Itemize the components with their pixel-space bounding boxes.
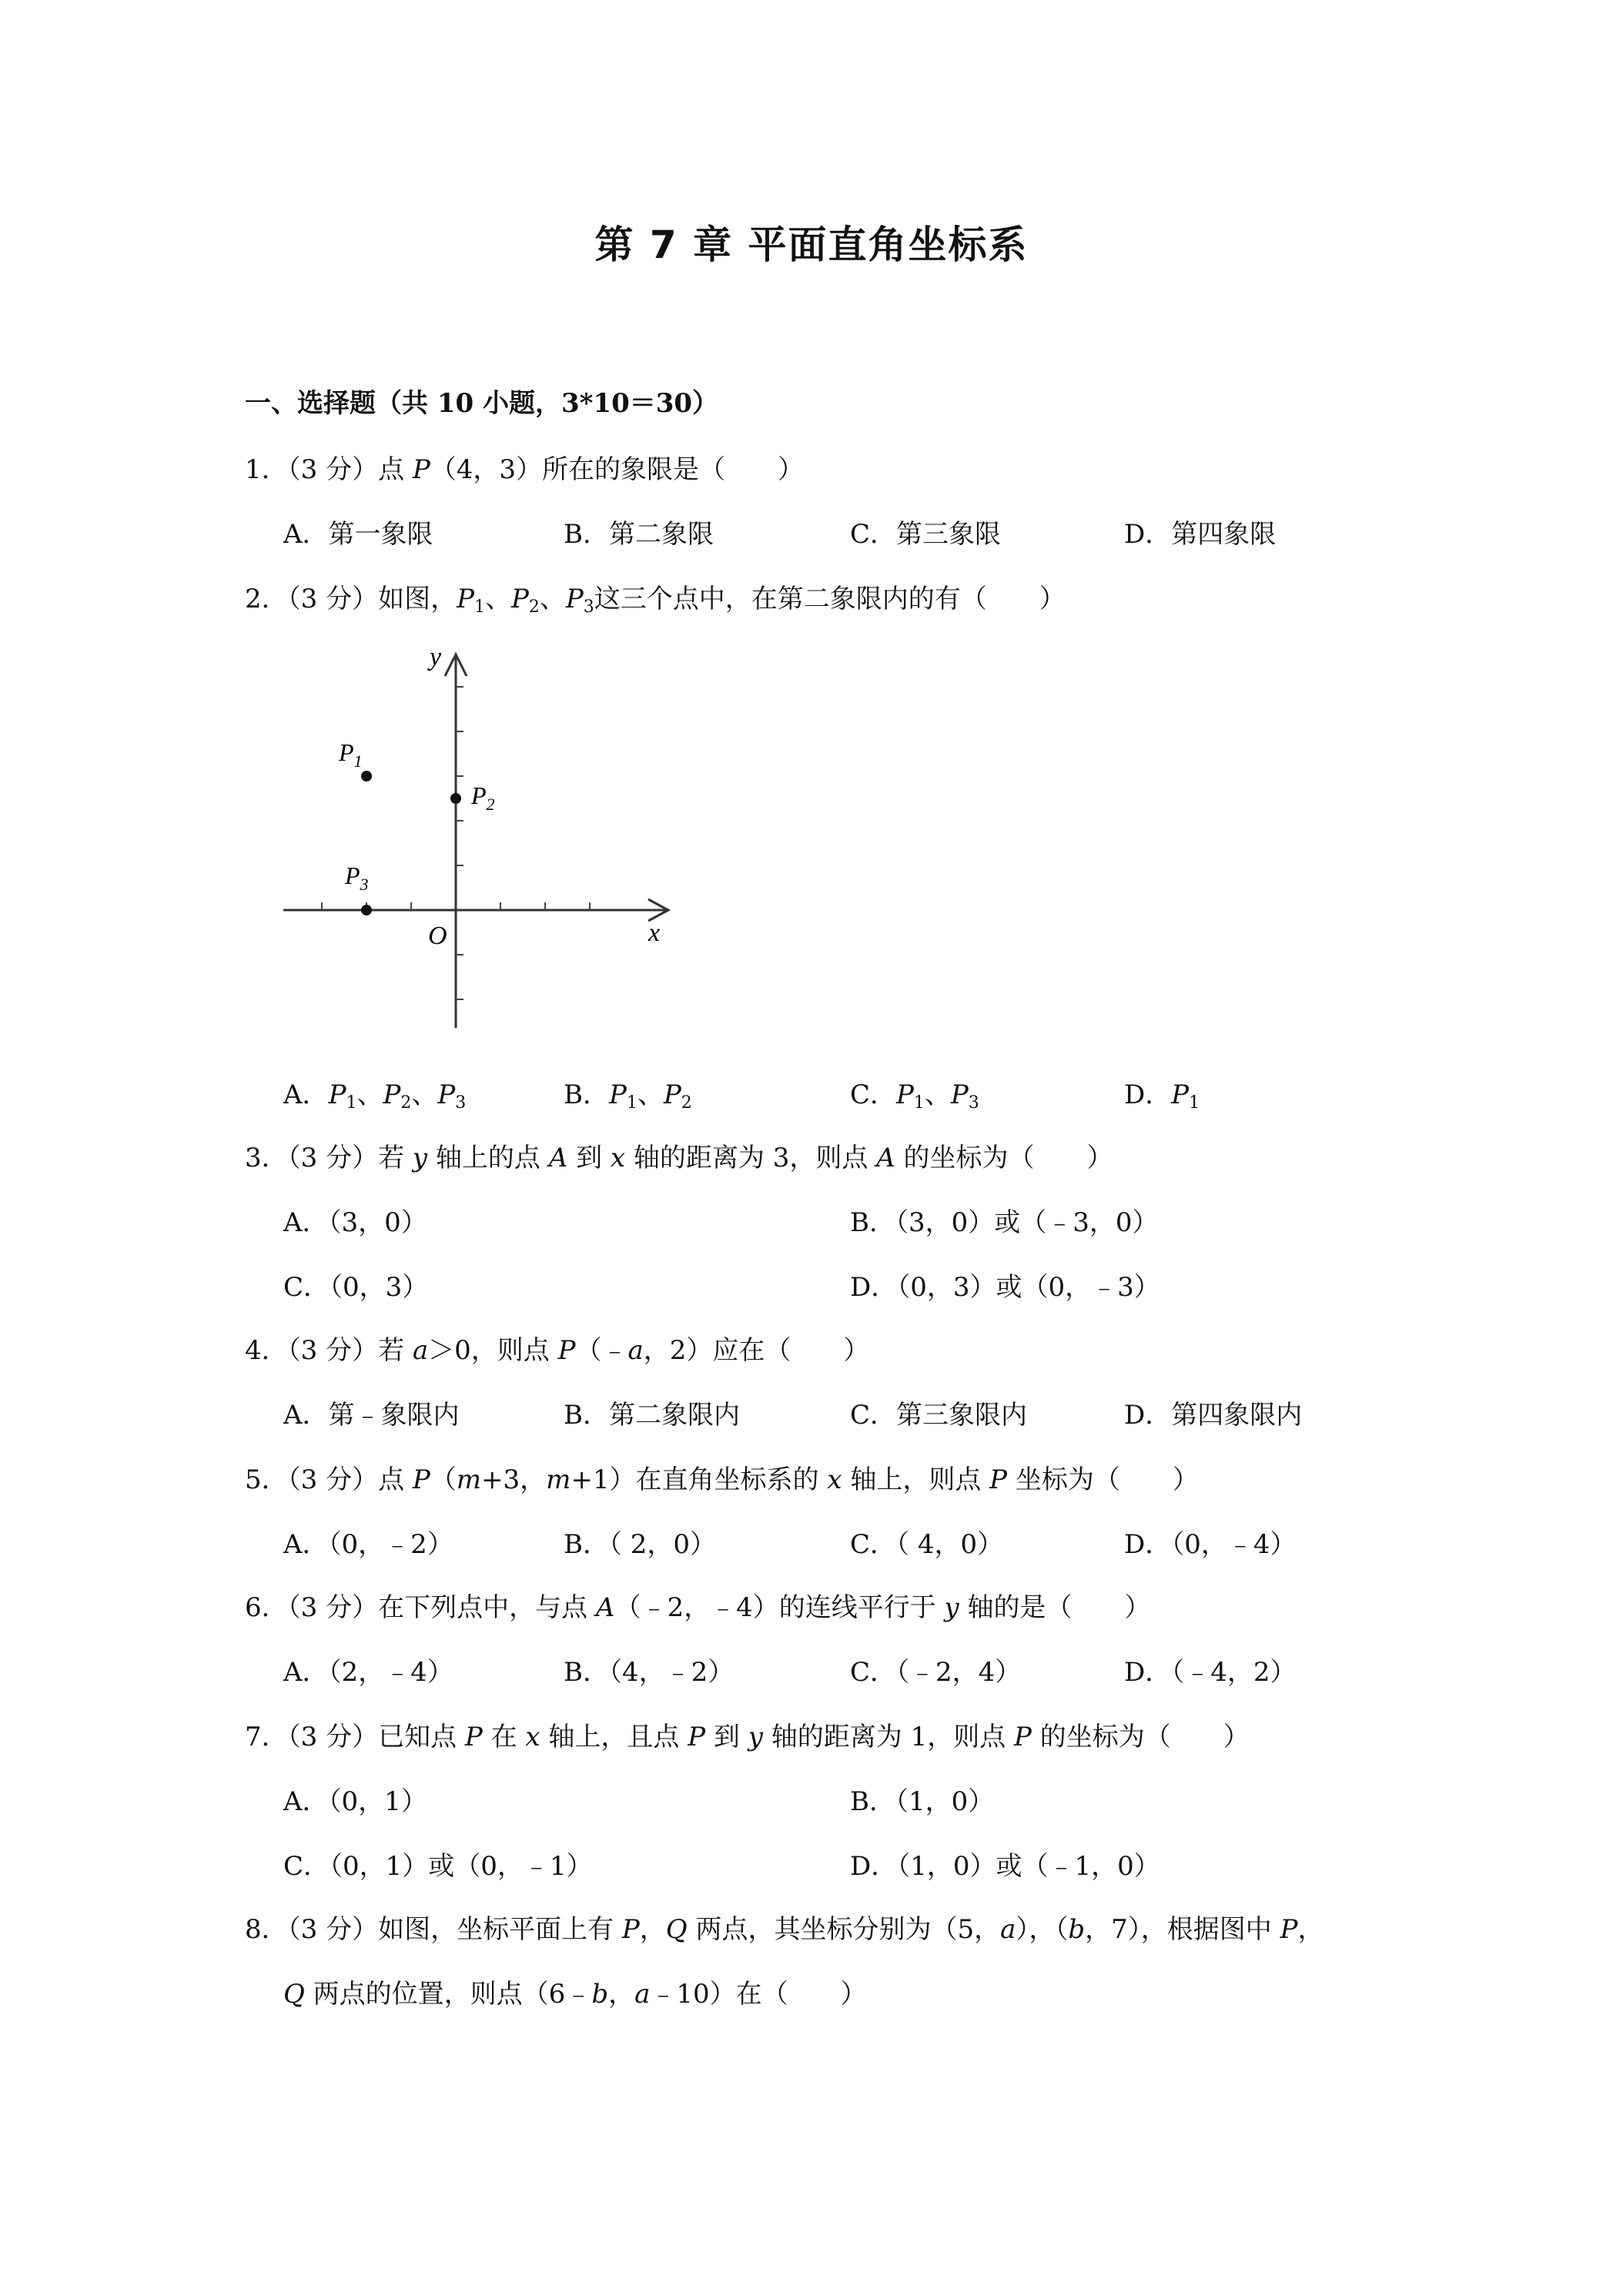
question-8-continued: Q 两点的位置，则点（6﹣b，a﹣10）在（ ） [283,1979,867,2010]
question-7: 7．（3 分）已知点 P 在 x 轴上，且点 P 到 y 轴的距离为 1，则点 P 的坐标为（ ） [245,1722,1250,1752]
q7-option-d[interactable]: D．（1，0）或（﹣1，0） [850,1851,1160,1882]
q4-option-c[interactable]: C．第三象限内 [850,1400,1028,1431]
question-4: 4．（3 分）若 a＞0，则点 P（﹣a，2）应在（ ） [245,1335,870,1366]
q7-option-c[interactable]: C．（0，1）或（0，﹣1） [283,1851,593,1882]
q6-option-d[interactable]: D．（﹣4，2） [1124,1657,1297,1688]
question-2: 2．（3 分）如图，$P_1$、$P_2$、$P_3$这三个点中，在第二象限内的有（ ） [245,584,1066,617]
q5-option-a[interactable]: A．（0，﹣2） [283,1529,453,1560]
q6-option-a[interactable]: A．（2，﹣4） [283,1657,453,1688]
q1-option-d[interactable]: D．第四象限 [1124,519,1277,550]
point-p3-label: $P_3$ [345,862,369,894]
q3-option-c[interactable]: C．（0，3） [283,1272,429,1303]
q2-option-b[interactable]: B．$P_1$、$P_2$ [564,1079,692,1113]
q2-option-a[interactable]: A．$P_1$、$P_2$、$P_3$ [283,1079,467,1113]
q4-option-d[interactable]: D．第四象限内 [1124,1400,1303,1431]
q2-option-d[interactable]: D．$P_1$ [1124,1079,1200,1113]
q5-option-b[interactable]: B．（ 2，0） [564,1529,717,1560]
point-p1 [361,771,372,782]
q5-option-c[interactable]: C．（ 4，0） [850,1529,1004,1560]
q3-option-b[interactable]: B．（3，0）或（﹣3，0） [850,1207,1159,1238]
point-p3 [361,905,372,915]
question-1: 1．（3 分）点 P（4，3）所在的象限是（ ） [245,454,805,485]
q3-option-a[interactable]: A．（3，0） [283,1207,427,1238]
y-axis-label: y [430,643,442,671]
q4-option-b[interactable]: B．第二象限内 [564,1400,740,1431]
question-6: 6．（3 分）在下列点中，与点 A（﹣2，﹣4）的连线平行于 y 轴的是（ ） [245,1592,1151,1623]
q2-coordinate-figure [277,639,678,1039]
q6-option-b[interactable]: B．（4，﹣2） [564,1657,735,1688]
point-p2-label: $P_2$ [471,782,495,814]
q2-option-c[interactable]: C．$P_1$、$P_3$ [850,1079,979,1113]
q5-option-d[interactable]: D．（0，﹣4） [1124,1529,1297,1560]
q1-option-b[interactable]: B．第二象限 [564,519,714,550]
point-p1-label: $P_1$ [339,738,363,771]
page-title: 第 7 章 平面直角坐标系 [594,223,1029,267]
q3-option-d[interactable]: D．（0，3）或（0，﹣3） [850,1272,1160,1303]
q7-option-b[interactable]: B．（1，0） [850,1786,995,1817]
question-5: 5．（3 分）点 P（m+3，m+1）在直角坐标系的 x 轴上，则点 P 坐标为（ ） [245,1464,1199,1495]
q1-option-c[interactable]: C．第三象限 [850,519,1002,550]
section-heading: 一、选择题（共 10 小题，3*10＝30） [245,388,719,419]
question-3: 3．（3 分）若 y 轴上的点 A 到 x 轴的距离为 3，则点 A 的坐标为（ ） [245,1143,1113,1173]
point-p2 [450,793,461,804]
q4-option-a[interactable]: A．第﹣象限内 [283,1400,460,1431]
origin-label: O [428,922,447,950]
q7-option-a[interactable]: A．（0，1） [283,1786,427,1817]
question-8: 8．（3 分）如图，坐标平面上有 P，Q 两点，其坐标分别为（5，a），（b，7），根据图中 P， [245,1914,1324,1945]
x-axis-label: x [648,919,661,947]
q1-option-a[interactable]: A．第一象限 [283,519,433,550]
q6-option-c[interactable]: C．（﹣2，4） [850,1657,1022,1688]
